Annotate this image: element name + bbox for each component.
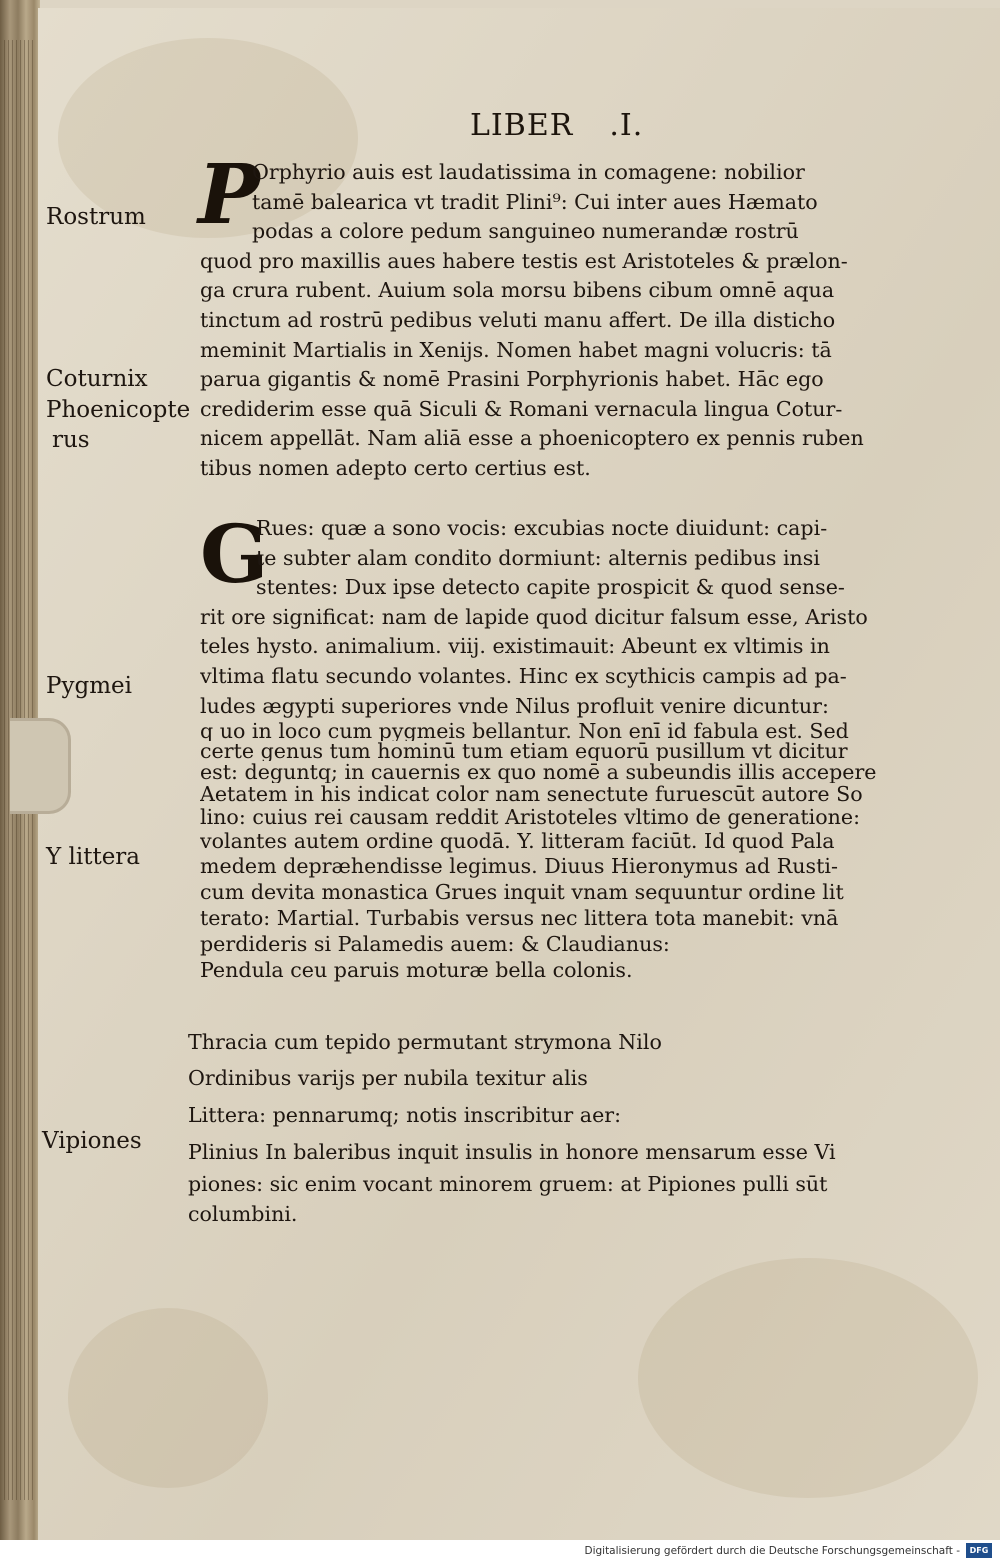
text-line: cum devita monastica Grues inquit vnam sequuntur ordine lit [200, 880, 844, 905]
text-line: Plinius In baleribus inquit insulis in honore mensarum esse Vi [188, 1140, 836, 1164]
text-line: piones: sic enim vocant minorem gruem: at Pipiones pulli sūt [188, 1172, 828, 1196]
text-line: nicem appellāt. Nam aliā esse a phoenicoptero ex pennis ruben [200, 426, 864, 451]
paragraph-grues [200, 507, 900, 983]
text-line: columbini. [188, 1202, 298, 1226]
paragraph-porphyrio [200, 158, 900, 484]
verse-line: Littera: pennarumq; notis inscribitur aer: [188, 1103, 622, 1127]
verse-line: Ordinibus varijs per nubila texitur alis [188, 1066, 588, 1090]
text-line: Orphyrio auis est laudatissima in comagene: nobilior [252, 160, 805, 184]
text-line: medem depræhendisse legimus. Diuus Hieronymus ad Rusti- [200, 854, 838, 879]
margin-note-coturnix: Coturnix [46, 366, 148, 392]
text-line: tibus nomen adepto certo certius est. [200, 455, 591, 480]
header-number: .I. [609, 108, 644, 143]
margin-note-phoenicopte: Phoenicopte [46, 397, 191, 423]
text-line: meminit Martialis in Xenijs. Nomen habet magni volucris: tā [200, 337, 832, 362]
text-line: quod pro maxillis aues habere testis est Aristoteles & prælon- [200, 248, 848, 273]
text-line: volantes autem ordine quodā. Y. litteram faciūt. Id quod Pala [200, 829, 835, 854]
text-line: teles hysto. animalium. viij. existimauit: Abeunt ex vltimis in [200, 634, 830, 659]
text-line: crediderim esse quā Siculi & Romani vernacula lingua Cotur- [200, 396, 843, 421]
text-line: perdideris si Palamedis auem: & Claudianus: [200, 932, 670, 957]
bookmark-tab [10, 718, 71, 814]
text-line: certe genus tum hominū tum etiam equorū pusillum vt dicitur [200, 741, 848, 762]
text-line: tinctum ad rostrū pedibus veluti manu affert. De illa disticho [200, 307, 836, 332]
header-word: LIBER [470, 108, 574, 143]
initial-g: G [200, 507, 269, 601]
text-line: ga crura rubent. Auium sola morsu bibens cibum omnē aqua [200, 278, 835, 303]
text-line: Pendula ceu paruis moturæ bella colonis. [200, 958, 633, 983]
text-line: te subter alam condito dormiunt: alternis pedibus insi [256, 545, 820, 570]
text-line: podas a colore pedum sanguineo numerandæ rostrū [252, 219, 799, 244]
running-header [470, 108, 643, 143]
margin-note-y-littera: Y littera [46, 844, 141, 870]
margin-note-vipiones: Vipiones [42, 1128, 142, 1154]
text-line: q uo in loco cum pygmeis bellantur. Non enī id fabula est. Sed [200, 721, 849, 742]
initial-p: P [198, 147, 260, 243]
footer-bar [0, 1540, 1000, 1563]
dfg-logo: DFG [966, 1543, 992, 1558]
text-line: terato: Martial. Turbabis versus nec littera tota manebit: vnā [200, 906, 839, 931]
text-line: stentes: Dux ipse detecto capite prospicit & quod sense- [256, 575, 845, 600]
margin-note-pygmei: Pygmei [46, 673, 132, 699]
text-line: Rues: quæ a sono vocis: excubias nocte diuidunt: capi- [256, 516, 828, 540]
text-line: rit ore significat: nam de lapide quod dicitur falsum esse, Aristo [200, 604, 868, 629]
text-line: lino: cuius rei causam reddit Aristoteles vltimo de generatione: [200, 805, 861, 830]
footer-credit: Digitalisierung gefördert durch die Deutsche Forschungsgemeinschaft - [584, 1545, 960, 1557]
text-line: tamē balearica vt tradit Plini⁹: Cui inter aues Hæmato [252, 189, 818, 214]
margin-note-rus: rus [52, 427, 90, 453]
text-line: vltima flatu secundo volantes. Hinc ex scythicis campis ad pa- [200, 663, 847, 688]
text-line: ludes ægypti superiores vnde Nilus profluit venire dicuntur: [200, 693, 829, 718]
text-line: est: deguntq; in cauernis ex quo nomē a subeundis illis accepere [200, 761, 877, 784]
text-line: Aetatem in his indicat color nam senectute furuescūt autore So [200, 783, 863, 806]
margin-note-rostrum: Rostrum [46, 204, 146, 230]
text-line: parua gigantis & nomē Prasini Porphyrionis habet. Hāc ego [200, 367, 824, 392]
verse-line: Thracia cum tepido permutant strymona Nilo [188, 1030, 662, 1054]
